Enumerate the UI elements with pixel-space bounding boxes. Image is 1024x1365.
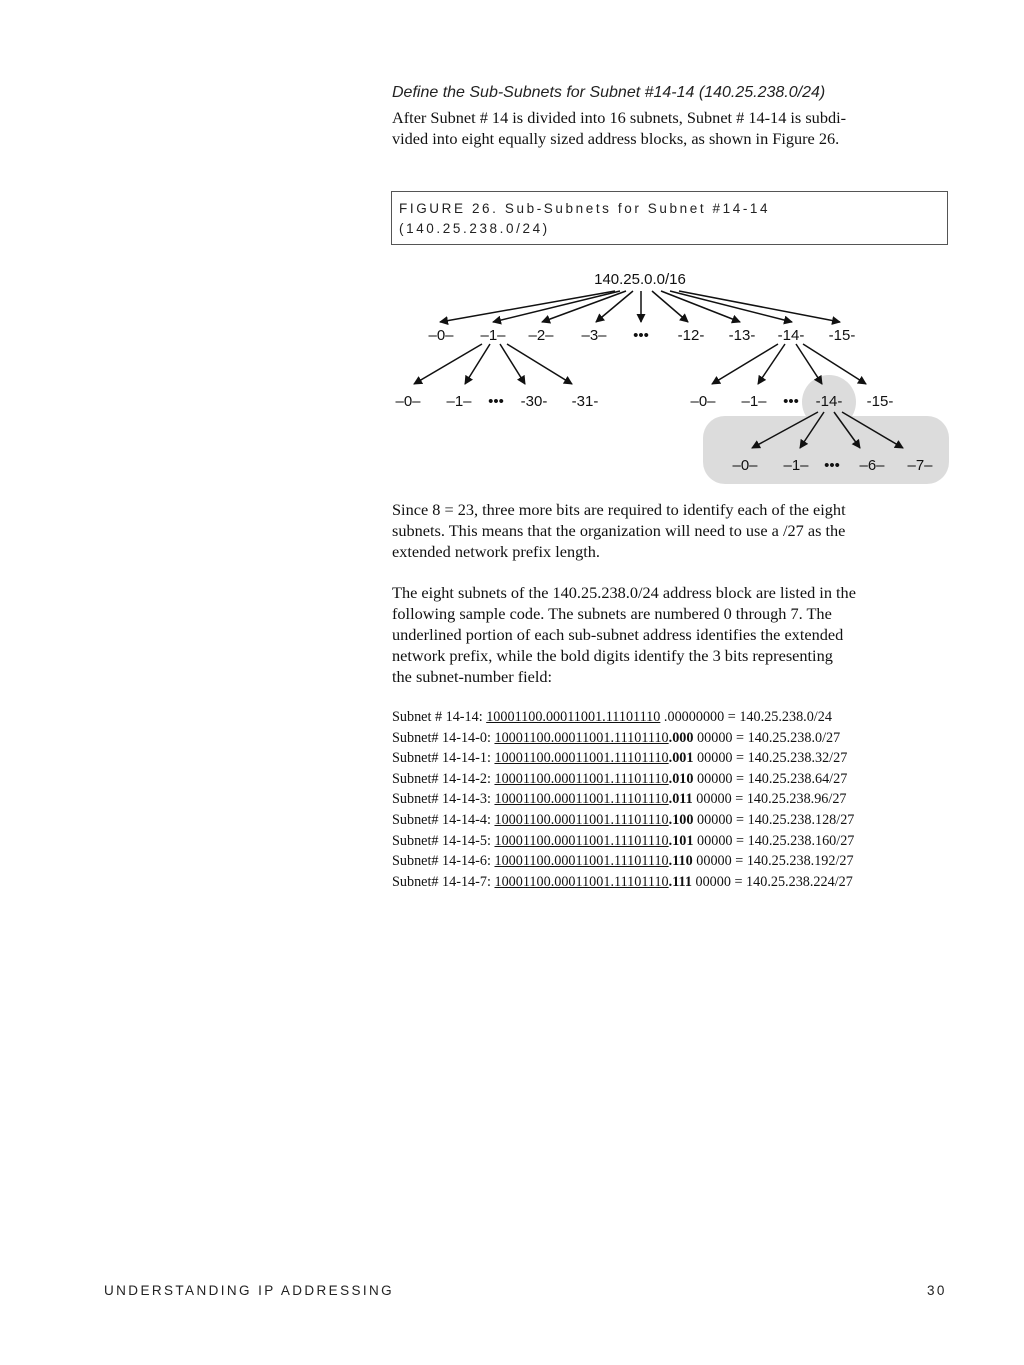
tree-node-label: -12- <box>677 327 705 344</box>
tree-ellipsis: ••• <box>783 393 799 410</box>
tree-node-label: –1– <box>783 457 809 474</box>
code-row <box>392 707 854 728</box>
code-row <box>392 831 854 852</box>
paragraph-line: underlined portion of each sub-subnet address identifies the extended <box>392 625 844 644</box>
tree-node-label: -30- <box>520 393 548 410</box>
root-arrows <box>440 291 840 322</box>
tree-node-label: –1– <box>741 393 767 410</box>
subnet14-arrows <box>712 344 866 384</box>
code-row <box>392 789 854 810</box>
paragraph-line: following sample code. The subnets are numbered 0 through 7. The <box>392 604 832 623</box>
tree-node-label: –1– <box>480 327 506 344</box>
code-label: Subnet# 14-14-4: <box>392 811 495 828</box>
code-prefix: 10001100.00011001.11101110 <box>494 750 669 767</box>
code-bits: .111 <box>668 873 692 890</box>
tree-node-label: -14- <box>777 327 805 344</box>
figure-caption-line: (140.25.238.0/24) <box>399 221 550 236</box>
code-rest: 00000 = 140.25.238.64/27 <box>693 770 848 787</box>
subnets-paragraph <box>392 582 952 687</box>
code-prefix: 10001100.00011001.11101110 <box>494 853 669 870</box>
paragraph-line: The eight subnets of the 140.25.238.0/24 address block are listed in the <box>392 583 856 602</box>
code-prefix: 10001100.00011001.11101110 <box>494 873 669 890</box>
code-label: Subnet# 14-14-5: <box>392 832 495 849</box>
tree-node-label: -15- <box>828 327 856 344</box>
code-prefix: 10001100.00011001.11101110 <box>494 832 669 849</box>
paragraph-line: Since 8 = 23, three more bits are required to identify each of the eight <box>392 500 846 519</box>
subnet1-arrows <box>414 344 572 384</box>
tree-node-label: –1– <box>446 393 472 410</box>
code-rest: 00000 = 140.25.238.160/27 <box>693 832 855 849</box>
code-rest: 00000 = 140.25.238.0/27 <box>693 729 841 746</box>
subnet-code-listing <box>392 707 854 892</box>
tree-ellipsis: ••• <box>633 327 649 344</box>
tree-node-label: –7– <box>907 457 933 474</box>
paragraph-line: subnets. This means that the organization will need to use a /27 as the <box>392 521 846 540</box>
code-bits: .101 <box>668 832 694 849</box>
tree-node-label: -31- <box>571 393 599 410</box>
code-prefix: 10001100.00011001.11101110 <box>494 791 669 808</box>
code-label: Subnet# 14-14-3: <box>392 791 495 808</box>
code-rest: 00000 = 140.25.238.192/27 <box>692 853 854 870</box>
paragraph-line: network prefix, while the bold digits identify the 3 bits representing <box>392 646 833 665</box>
code-row <box>392 810 854 831</box>
code-prefix: 10001100.00011001.11101110 <box>494 770 669 787</box>
subnet-tree-diagram <box>0 0 1024 500</box>
tree-node-label: –2– <box>528 327 554 344</box>
code-rest: 00000 = 140.25.238.128/27 <box>693 811 855 828</box>
tree-node-label: –0– <box>690 393 716 410</box>
paragraph-line: extended network prefix length. <box>392 542 600 561</box>
tree-node-label: –0– <box>395 393 421 410</box>
section-heading: Define the Sub-Subnets for Subnet #14-14 (140.25.238.0/24) <box>392 84 826 101</box>
intro-line: vided into eight equally sized address blocks, as shown in Figure 26. <box>392 129 840 148</box>
code-prefix: 10001100.00011001.11101110 <box>494 729 669 746</box>
code-prefix: 10001100.00011001.11101110 <box>494 811 669 828</box>
code-bits: .110 <box>668 853 693 870</box>
tree-node-label: –0– <box>428 327 454 344</box>
code-rest: 00000 = 140.25.238.96/27 <box>692 791 847 808</box>
code-rest: 00000 = 140.25.238.224/27 <box>691 873 853 890</box>
code-label: Subnet# 14-14-7: <box>392 873 495 890</box>
tree-ellipsis: ••• <box>824 457 840 474</box>
tree-node-label: –6– <box>859 457 885 474</box>
code-row <box>392 851 854 872</box>
code-label: Subnet# 14-14-1: <box>392 750 495 767</box>
footer-title: UNDERSTANDING IP ADDRESSING <box>104 1283 395 1298</box>
paragraph-line: the subnet-number field: <box>392 667 553 686</box>
tree-ellipsis: ••• <box>488 393 504 410</box>
tree-node-label: -13- <box>728 327 756 344</box>
tree-node-label: –0– <box>732 457 758 474</box>
bits-paragraph <box>392 499 952 562</box>
code-bits: .010 <box>668 770 694 787</box>
code-label: Subnet # 14-14: <box>392 709 487 725</box>
code-bits: .100 <box>668 811 694 828</box>
code-rest: 00000 = 140.25.238.32/27 <box>693 750 848 767</box>
tree-node-label: –3– <box>581 327 607 344</box>
intro-line: After Subnet # 14 is divided into 16 subnets, Subnet # 14-14 is subdi- <box>392 108 847 127</box>
tree-root-label: 140.25.0.0/16 <box>594 271 686 288</box>
code-bits: .011 <box>668 791 693 808</box>
figure-caption-line: FIGURE 26. Sub-Subnets for Subnet #14-14 <box>399 201 771 216</box>
code-rest: .00000000 = 140.25.238.0/24 <box>660 709 832 725</box>
code-row <box>392 748 854 769</box>
code-row <box>392 769 854 790</box>
code-label: Subnet# 14-14-0: <box>392 729 495 746</box>
code-prefix: 10001100.00011001.11101110 <box>486 709 661 725</box>
tree-node-label: -15- <box>866 393 894 410</box>
code-label: Subnet# 14-14-6: <box>392 853 495 870</box>
page-number: 30 <box>927 1283 947 1298</box>
code-label: Subnet# 14-14-2: <box>392 770 495 787</box>
tree-node-label: -14- <box>815 393 843 410</box>
code-row <box>392 728 854 749</box>
code-bits: .001 <box>668 750 694 767</box>
code-row <box>392 872 854 893</box>
code-bits: .000 <box>668 729 694 746</box>
